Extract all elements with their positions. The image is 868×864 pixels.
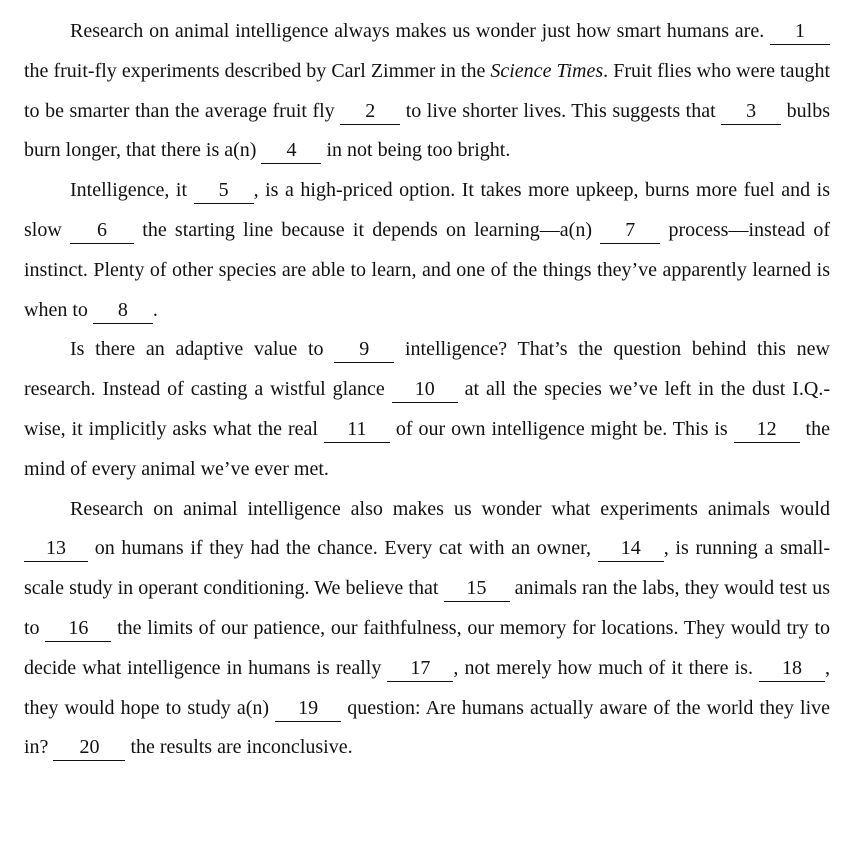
passage-text: , not merely how much of it there is. xyxy=(453,656,760,679)
passage-text: . Fruit flies who were taught to be smarter than the average fruit fly xyxy=(24,59,831,122)
blank-15[interactable]: 15 xyxy=(444,575,510,602)
passage-text: the starting line because it depends on learning—a(n) xyxy=(134,218,601,241)
blank-20[interactable]: 20 xyxy=(53,734,125,761)
paragraph-1 xyxy=(24,12,830,171)
passage-text: , they would hope to study a(n) xyxy=(24,656,831,719)
passage-text: Research on animal intelligence also makes us wonder what experiments animals would xyxy=(70,497,830,520)
blank-6[interactable]: 6 xyxy=(70,217,134,244)
blank-5[interactable]: 5 xyxy=(194,177,254,204)
passage-text: in not being too bright. xyxy=(321,139,511,162)
blank-1[interactable]: 1 xyxy=(770,18,830,45)
blank-8[interactable]: 8 xyxy=(93,297,153,324)
passage-text: process—instead of instinct. Plenty of other species are able to learn, and one of the things they’ve apparently learned is when to xyxy=(24,218,830,321)
blank-18[interactable]: 18 xyxy=(759,655,825,682)
blank-12[interactable]: 12 xyxy=(734,416,800,443)
passage-text: Research on animal intelligence always makes us wonder just how smart humans are. xyxy=(70,20,770,42)
passage-text: of our own intelligence might be. This is xyxy=(389,417,734,440)
blank-2[interactable]: 2 xyxy=(340,98,400,125)
blank-10[interactable]: 10 xyxy=(392,376,458,403)
passage-text: animals ran the labs, they would test us to xyxy=(24,577,831,639)
passage-text: . xyxy=(152,298,158,321)
passage-text: at all the species we’ve left in the dust I.Q.-wise, it implicitly asks what the real xyxy=(24,378,831,440)
passage-text: bulbs burn longer, that there is a(n) xyxy=(24,99,830,162)
passage-text: , is a high-priced option. It takes more upkeep, burns more fuel and is slow xyxy=(24,179,830,241)
passage-text: the limits of our patience, our faithfulness, our memory for locations. They would try to decide what intelligence in humans is really xyxy=(24,616,830,679)
blank-19[interactable]: 19 xyxy=(275,695,341,722)
passage-text: , is running a small-scale study in operant conditioning. We believe that xyxy=(24,537,830,600)
blank-16[interactable]: 16 xyxy=(45,615,111,642)
passage-text: question: Are humans actually aware of the world they live in? xyxy=(24,696,830,759)
blank-9[interactable]: 9 xyxy=(334,336,394,363)
paragraph-2 xyxy=(24,171,830,330)
passage-text: Intelligence, it xyxy=(70,179,194,202)
passage-text: the mind of every animal we’ve ever met. xyxy=(24,417,830,480)
paragraph-3 xyxy=(24,330,830,489)
blank-3[interactable]: 3 xyxy=(721,98,781,125)
passage-text: the fruit-fly experiments described by Carl Zimmer in the xyxy=(24,59,491,82)
passage-text: intelligence? That’s the question behind this new research. Instead of casting a wistful glance xyxy=(24,338,831,401)
blank-7[interactable]: 7 xyxy=(600,217,660,244)
passage-text: on humans if they had the chance. Every cat with an owner, xyxy=(88,537,598,560)
paragraph-4 xyxy=(24,490,830,769)
blank-14[interactable]: 14 xyxy=(598,535,664,562)
passage-text: to live shorter lives. This suggests that xyxy=(400,99,722,122)
blank-13[interactable]: 13 xyxy=(24,535,88,562)
italic-title: Science Times xyxy=(490,59,604,82)
passage-text: the results are inconclusive. xyxy=(125,736,353,759)
blank-4[interactable]: 4 xyxy=(261,137,321,164)
blank-17[interactable]: 17 xyxy=(387,655,453,682)
blank-11[interactable]: 11 xyxy=(324,416,390,443)
passage-text: Is there an adaptive value to xyxy=(70,338,335,361)
